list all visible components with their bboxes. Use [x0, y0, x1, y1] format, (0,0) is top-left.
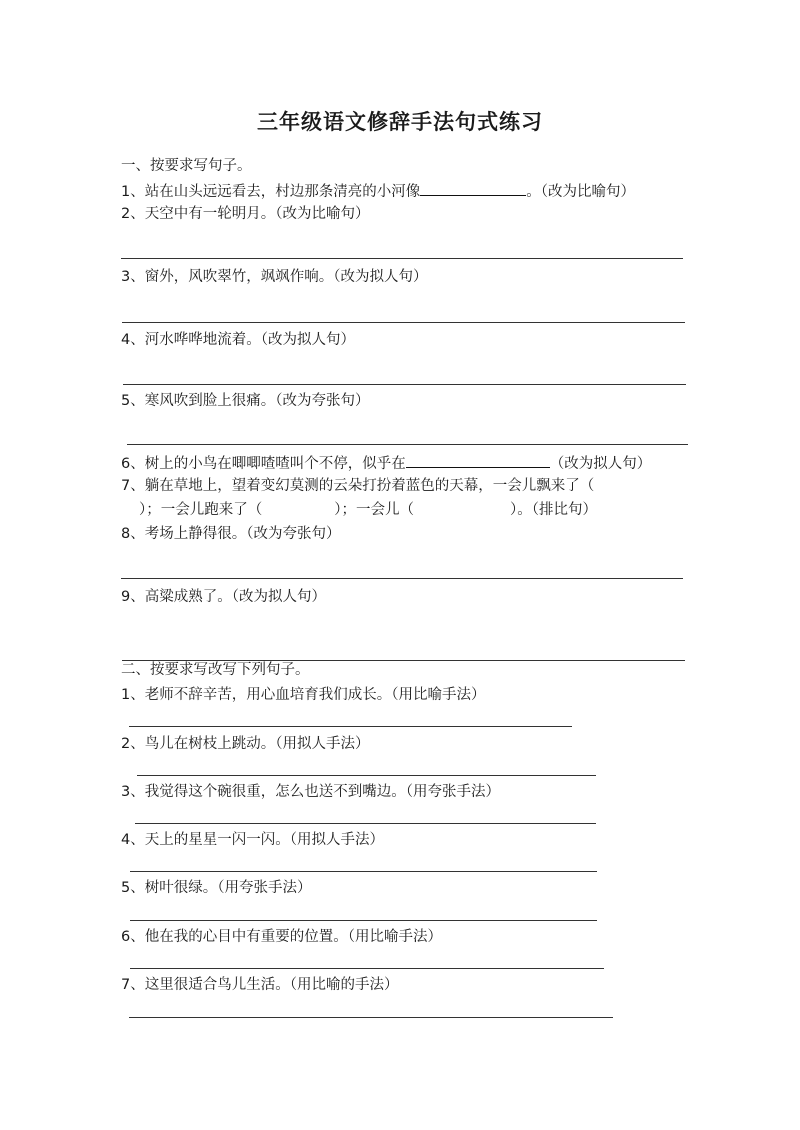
- section2-heading: 二、按要求写改写下列句子。: [121, 662, 310, 678]
- question-text: ）；一会儿跑来了（: [139, 502, 263, 518]
- question-1-7-line1: 7、躺在草地上，望着变幻莫测的云朵打扮着蓝色的天幕，一会儿飘来了（: [121, 478, 595, 494]
- question-1-7-line2: [139, 501, 597, 519]
- answer-line[interactable]: [121, 258, 683, 259]
- question-1-6: [121, 453, 651, 473]
- answer-line[interactable]: [137, 775, 596, 776]
- question-hint: （改为拟人句）: [549, 456, 652, 472]
- answer-line[interactable]: [135, 823, 596, 824]
- answer-line[interactable]: [121, 578, 683, 579]
- answer-line[interactable]: [122, 322, 685, 323]
- question-2-7: 7、这里很适合鸟儿生活。（用比喻的手法）: [121, 977, 399, 993]
- question-hint: ）。（排比句）: [510, 502, 597, 518]
- answer-line[interactable]: [130, 968, 604, 969]
- question-1-5: 5、寒风吹到脸上很痛。（改为夸张句）: [121, 393, 370, 409]
- question-1-9: 9、高粱成熟了。（改为拟人句）: [121, 589, 326, 605]
- page-title: 三年级语文修辞手法句式练习: [257, 109, 543, 134]
- question-1-1: [121, 181, 635, 201]
- answer-blank[interactable]: [420, 181, 526, 196]
- question-1-2: 2、天空中有一轮明月。（改为比喻句）: [121, 206, 370, 222]
- section1-heading: 一、按要求写句子。: [121, 158, 252, 174]
- answer-line[interactable]: [129, 726, 572, 727]
- answer-line[interactable]: [130, 871, 597, 872]
- question-2-1: 1、老师不辞辛苦，用心血培育我们成长。（用比喻手法）: [121, 687, 486, 703]
- answer-line[interactable]: [127, 444, 688, 445]
- question-2-2: 2、鸟儿在树枝上跳动。（用拟人手法）: [121, 736, 370, 752]
- question-text: 6、树上的小鸟在唧唧喳喳叫个不停，似乎在: [121, 456, 406, 472]
- question-2-3: 3、我觉得这个碗很重，怎么也送不到嘴边。（用夸张手法）: [121, 784, 500, 800]
- answer-line[interactable]: [130, 920, 597, 921]
- question-2-5: 5、树叶很绿。（用夸张手法）: [121, 880, 312, 896]
- question-1-3: 3、窗外，风吹翠竹，飒飒作响。（改为拟人句）: [121, 269, 428, 285]
- answer-blank[interactable]: [406, 453, 550, 468]
- answer-line[interactable]: [129, 1017, 613, 1018]
- question-text: 1、站在山头远远看去，村边那条清亮的小河像: [121, 184, 421, 200]
- question-2-6: 6、他在我的心目中有重要的位置。（用比喻手法）: [121, 929, 442, 945]
- question-text: ）；一会儿（: [334, 502, 414, 518]
- answer-line[interactable]: [123, 384, 686, 385]
- question-1-8: 8、考场上静得很。（改为夸张句）: [121, 526, 341, 542]
- question-1-4: 4、河水哗哗地流着。（改为拟人句）: [121, 332, 355, 348]
- question-2-4: 4、天上的星星一闪一闪。（用拟人手法）: [121, 832, 384, 848]
- question-hint: 。（改为比喻句）: [526, 184, 635, 200]
